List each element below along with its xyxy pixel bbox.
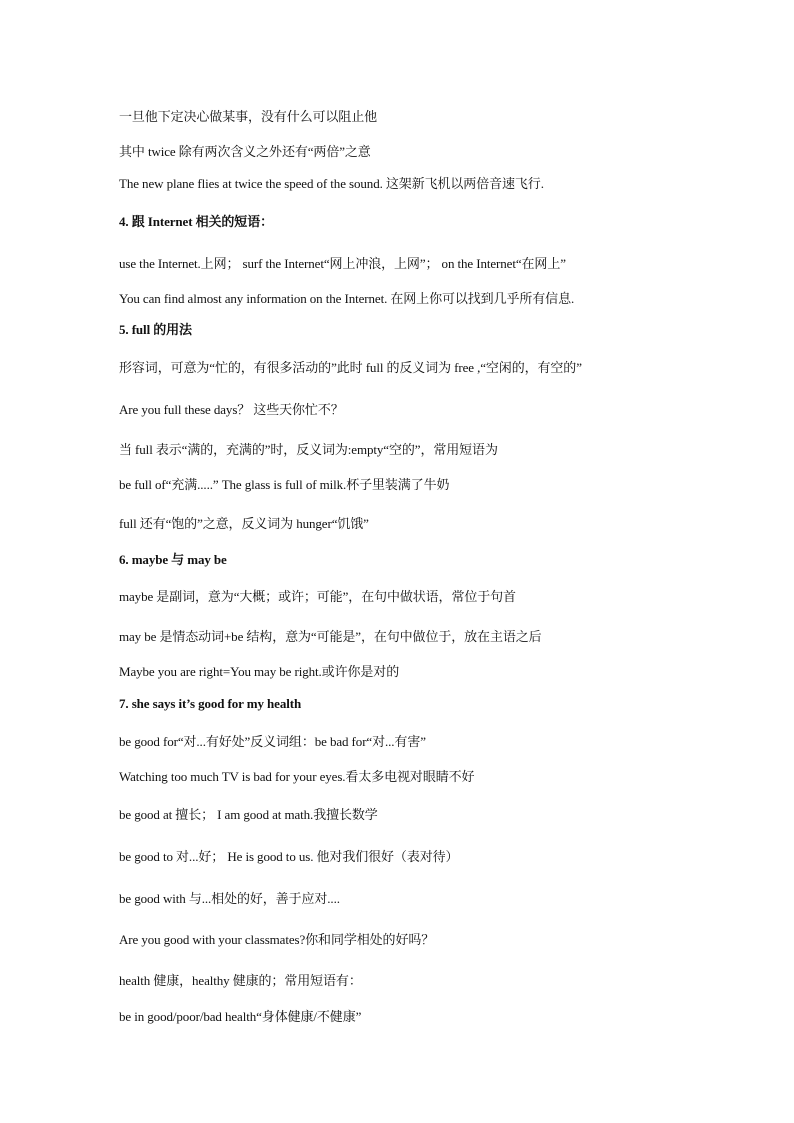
text-line: may be 是情态动词+be 结构，意为“可能是”，在句中做位于，放在主语之后 (119, 629, 542, 644)
text-line: The new plane flies at twice the speed of the sound. 这架新飞机以两倍音速飞行. (119, 176, 544, 191)
text-line: 当 full 表示“满的，充满的”时，反义词为:empty“空的”，常用短语为 (119, 442, 498, 457)
text-line: Are you full these days？ 这些天你忙不？ (119, 402, 344, 417)
text-line: health 健康，healthy 健康的；常用短语有： (119, 973, 362, 988)
section-heading: 5. full 的用法 (119, 322, 192, 337)
text-line: full 还有“饱的”之意，反义词为 hunger“饥饿” (119, 516, 369, 531)
section-heading: 4. 跟 Internet 相关的短语： (119, 214, 273, 229)
text-line: maybe 是副词，意为“大概；或许；可能”，在句中做状语，常位于句首 (119, 589, 516, 604)
text-line: be good at 擅长； I am good at math.我擅长数学 (119, 807, 378, 822)
text-line: 其中 twice 除有两次含义之外还有“两倍”之意 (119, 144, 371, 159)
section-heading: 6. maybe 与 may be (119, 552, 227, 567)
text-line: Maybe you are right=You may be right.或许你是对的 (119, 664, 400, 679)
text-line: Are you good with your classmates?你和同学相处的好吗？ (119, 932, 435, 947)
section-heading: 7. she says it’s good for my health (119, 696, 302, 711)
text-line: be good for“对...有好处”反义词组：be bad for“对...有害” (119, 734, 426, 749)
text-line: be full of“充满.....” The glass is full of milk.杯子里装满了牛奶 (119, 477, 450, 492)
text-line: be good to 对...好； He is good to us. 他对我们很好（表对待） (119, 849, 459, 864)
text-line: be in good/poor/bad health“身体健康/不健康” (119, 1009, 362, 1024)
text-line: 形容词，可意为“忙的，有很多活动的”此时 full 的反义词为 free ,“空闲的，有空的” (119, 360, 582, 375)
text-line: You can find almost any information on the Internet. 在网上你可以找到几乎所有信息. (119, 291, 575, 306)
text-line: 一旦他下定决心做某事，没有什么可以阻止他 (119, 109, 378, 124)
text-line: be good with 与...相处的好，善于应对.... (119, 891, 340, 906)
text-line: use the Internet.上网； surf the Internet“网上冲浪，上网”； on the Internet“在网上” (119, 256, 566, 271)
text-line: Watching too much TV is bad for your eyes.看太多电视对眼睛不好 (119, 769, 475, 784)
